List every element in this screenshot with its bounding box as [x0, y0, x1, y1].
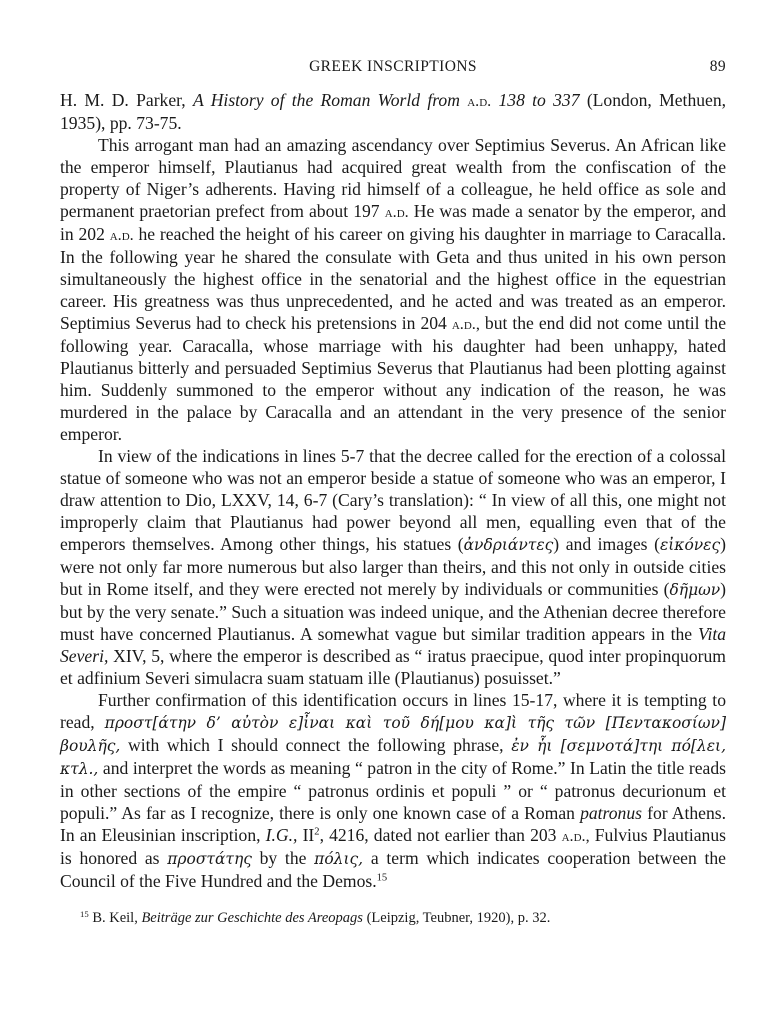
page-number: 89 — [709, 58, 726, 75]
text-run: This arrogant man had an amazing ascendancy over Septimius Severus. An African like the emperor himself, Plautianus had acquired great wealth from the confiscation of the property of Niger’s adherents. Having rid himself of a colleague, he held office as sole and permanent praetorian prefect from about 197 — [60, 135, 726, 221]
footnote — [60, 909, 726, 927]
footnote-title: Beiträge zur Geschichte des Areopags — [141, 910, 363, 926]
corpus-volume: II — [302, 825, 315, 845]
citation-book-title: A History of the Roman World from — [193, 90, 460, 110]
greek-word: πόλις, — [314, 850, 364, 868]
inscription-corpus-ref: I.G., — [265, 825, 298, 845]
greek-word: δῆμων — [669, 581, 721, 599]
paragraph-patron-identification — [60, 689, 726, 892]
text-run: Further confirmation of this identification occurs in lines 15-17, where it is tempting to read, — [60, 690, 726, 732]
document-page — [60, 58, 726, 927]
citation-paragraph — [60, 89, 726, 134]
paragraph-plautianus-career — [60, 134, 726, 445]
text-run: He was made a senator by the emperor, and in 202 — [60, 201, 727, 244]
text-run: ) were not only far more numerous but also larger than theirs, and this not only in outside cities but in Rome itself, and they were erected not merely by individuals or communities ( — [60, 534, 726, 599]
text-run: In view of the indications in lines 5-7 that the decree called for the erection of a colossal statue of someone who was not an emperor beside a statue of someone who was an emperor, I draw attention to Dio, LXXV, 14, 6-7 (Cary’s translation): “ In view of all this, one might not improperly claim that Plautianus had power beyond all men, equalling even that of the emperors themselves. Among other things, his statues ( — [60, 446, 726, 554]
footnote-publication: (Leipzig, Teubner, 1920), p. 32. — [366, 910, 551, 926]
italic-title: Vita Severi, — [60, 624, 727, 666]
text-run: ) and images ( — [553, 534, 660, 554]
text-run: ) but by the very senate.” Such a situation was indeed unique, and the Athenian decree therefore must have concerned Plautianus. A somewhat vague but similar tradition appears in the — [60, 579, 726, 644]
text-run: with which I should connect the following phrase, — [127, 735, 504, 755]
running-header — [60, 58, 726, 80]
citation-era: a.d. — [467, 92, 492, 110]
paragraph-dio-statues — [60, 445, 726, 689]
footnote-reference: 15 — [376, 872, 388, 884]
footnote-number: 15 — [80, 908, 89, 919]
greek-restoration: προστ[άτην δ’ αὐτὸν ε]ἶναι καὶ τοῦ δή[μου κα]ὶ τῆς τῶν [Πεντακοσίων] βουλῆς, — [60, 714, 726, 755]
text-run: and interpret the words as meaning “ patron in the city of Rome.” In Latin the title reads in other sections of the empire “ patronus ordinis et populi ” or “ patronus decurionum et populi.” As far as I recognize, there is only one known case of a Roman — [60, 758, 726, 823]
text-run: Fulvius Plautianus is honored as — [60, 825, 726, 868]
text-run: a term which indicates cooperation between the Council of the Five Hundred and the Demos. — [60, 848, 726, 891]
text-run: for Athens. In an Eleusinian inscription, — [60, 803, 726, 845]
greek-phrase: ἐν ἧι [σεμνοτά]τηι πό[λει, κτλ., — [60, 737, 727, 778]
greek-word: ἀνδριάντες — [463, 536, 554, 554]
era-abbrev: a.d. — [384, 203, 409, 221]
text-run: XIV, 5, where the emperor is described as “ iratus praecipue, quod inter propinquorum et adfinium Severi simulacra suam statuam ille (Plautianus) posuisset.” — [60, 646, 726, 688]
greek-word: προστάτης — [167, 850, 252, 868]
era-abbrev: a.d., — [451, 315, 480, 333]
text-run: by the — [259, 848, 307, 868]
text-run: but the end did not come until the following year. Caracalla, whose marriage with his daughter had been unhappy, hated Plautianus bitterly and persuaded Septimius Severus that Plautianus had been plotting against him. Suddenly summoned to the emperor without any indication of the reason, he was murdered in the palace by Caracalla and an attendant in the very presence of the senior emperor. — [60, 313, 727, 444]
body-text — [60, 89, 726, 892]
citation-publication: (London, Methuen, 1935), pp. 73-75. — [60, 90, 727, 133]
edition-superscript: 2 — [314, 826, 320, 838]
era-abbrev: a.d., — [561, 827, 590, 845]
running-title: GREEK INSCRIPTIONS — [309, 58, 477, 75]
italic-term: patronus — [580, 803, 642, 823]
greek-word: εἰκόνες — [659, 536, 721, 554]
citation-book-title-end: 138 to 337 — [498, 90, 580, 110]
text-run: he reached the height of his career on giving his daughter in marriage to Caracalla. In the following year he shared the consulate with Geta and thus united in his own person simultaneously the highest office in the senatorial and the highest office in the equestrian career. His greatness was thus unprecedented, and he acted and was treated as an emperor. Septimius Severus had to check his pretensions in 204 — [60, 224, 726, 333]
era-abbrev: a.d. — [109, 226, 134, 244]
citation-author: H. M. D. Parker, — [60, 90, 186, 110]
text-run: , 4216, dated not earlier than 203 — [319, 825, 557, 845]
footnote-author: B. Keil, — [92, 910, 138, 926]
